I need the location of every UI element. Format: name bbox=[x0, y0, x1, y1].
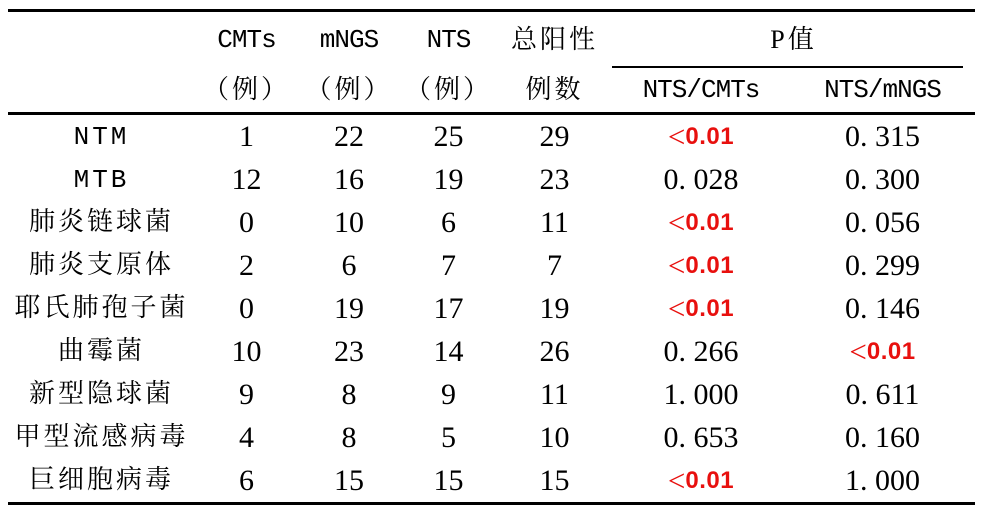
nts-count-cell: 25 bbox=[433, 119, 464, 153]
pvalue-nts-cmts-cell bbox=[612, 330, 790, 373]
total-positive-cell: 15 bbox=[539, 463, 570, 497]
cmts-count-cell: 12 bbox=[231, 162, 262, 196]
cmts-count-cell: 0 bbox=[239, 205, 254, 239]
nts-count-cell: 14 bbox=[433, 334, 464, 368]
pvalue-nts-mngs-cell bbox=[790, 416, 975, 459]
header-cmts bbox=[195, 12, 298, 112]
nts-count-cell: 7 bbox=[441, 248, 456, 282]
header-cmts-unit: （例） bbox=[202, 75, 290, 104]
pvalue-nts-mngs-cell bbox=[790, 287, 975, 330]
mngs-count-cell: 19 bbox=[334, 291, 364, 325]
nts-count-cell: 5 bbox=[441, 420, 456, 454]
header-p-value-label: P值 bbox=[770, 25, 817, 54]
total-positive-cell: 7 bbox=[547, 248, 562, 282]
less-than-sign: < bbox=[667, 463, 686, 498]
p-value-text: 0. 611 bbox=[845, 377, 920, 411]
header-mngs bbox=[298, 12, 400, 112]
table-row bbox=[8, 373, 975, 416]
p-value-text: 0. 146 bbox=[845, 291, 920, 325]
pvalue-nts-cmts-cell bbox=[612, 244, 790, 287]
total-positive-cell: 19 bbox=[539, 291, 570, 325]
header-total-line2: 例数 bbox=[525, 75, 584, 104]
pvalue-nts-cmts-cell bbox=[612, 115, 790, 158]
p-value-text: 0.01 bbox=[685, 294, 735, 322]
table-row bbox=[8, 287, 975, 330]
pathogen-name-cell: 耶氏肺孢子菌 bbox=[14, 293, 189, 324]
p-value-text: 0.01 bbox=[866, 337, 916, 365]
table-row bbox=[8, 115, 975, 158]
header-mngs-label: mNGS bbox=[319, 25, 379, 55]
header-empty-corner bbox=[8, 12, 195, 112]
pathogen-name-cell: 肺炎支原体 bbox=[28, 250, 174, 281]
cmts-count-cell: 1 bbox=[239, 119, 254, 153]
nts-count-cell: 6 bbox=[441, 205, 456, 239]
pvalue-nts-cmts-cell bbox=[612, 373, 790, 416]
cmts-count-cell: 0 bbox=[239, 291, 254, 325]
pathogen-name-cell: MTB bbox=[73, 164, 130, 195]
less-than-sign: < bbox=[667, 248, 686, 283]
header-nts-label: NTS bbox=[426, 25, 471, 55]
mngs-count-cell: 22 bbox=[334, 119, 364, 153]
pathogen-detection-table bbox=[8, 9, 975, 505]
p-value-text: 0. 160 bbox=[845, 420, 920, 454]
header-p-value-group bbox=[612, 12, 975, 68]
pathogen-name-cell: 肺炎链球菌 bbox=[28, 207, 174, 238]
total-positive-cell: 26 bbox=[539, 334, 570, 368]
pvalue-nts-mngs-cell bbox=[790, 158, 975, 201]
header-p-nts-mngs: NTS/mNGS bbox=[824, 75, 941, 105]
cmts-count-cell: 4 bbox=[239, 420, 254, 454]
p-value-text: 1. 000 bbox=[845, 463, 920, 497]
pathogen-name-cell: 新型隐球菌 bbox=[28, 379, 174, 410]
mngs-count-cell: 10 bbox=[334, 205, 364, 239]
p-value-text: 0. 056 bbox=[845, 205, 920, 239]
mngs-count-cell: 23 bbox=[334, 334, 364, 368]
pvalue-nts-cmts-cell bbox=[612, 201, 790, 244]
pvalue-nts-cmts-cell bbox=[612, 158, 790, 201]
total-positive-cell: 11 bbox=[540, 377, 569, 411]
total-positive-cell: 11 bbox=[540, 205, 569, 239]
pvalue-nts-mngs-cell bbox=[790, 244, 975, 287]
pvalue-nts-mngs-cell bbox=[790, 115, 975, 158]
less-than-sign: < bbox=[667, 291, 686, 326]
p-value-group-underline bbox=[612, 66, 963, 68]
header-nts-unit: （例） bbox=[404, 75, 492, 104]
pathogen-name-cell: 甲型流感病毒 bbox=[14, 422, 189, 453]
table-row bbox=[8, 201, 975, 244]
pvalue-nts-cmts-cell bbox=[612, 416, 790, 459]
table-row bbox=[8, 158, 975, 201]
header-nts bbox=[400, 12, 497, 112]
p-value-text: 0. 315 bbox=[845, 119, 920, 153]
cmts-count-cell: 6 bbox=[239, 463, 254, 497]
pvalue-nts-mngs-cell bbox=[790, 201, 975, 244]
p-value-text: 0. 653 bbox=[663, 420, 739, 454]
pathogen-name-cell: 巨细胞病毒 bbox=[28, 465, 174, 496]
pathogen-name-cell: 曲霉菌 bbox=[57, 336, 145, 367]
pvalue-nts-cmts-cell bbox=[612, 287, 790, 330]
header-total-line1: 总阳性 bbox=[510, 25, 598, 54]
cmts-count-cell: 10 bbox=[231, 334, 262, 368]
nts-count-cell: 19 bbox=[433, 162, 464, 196]
p-value-text: 0.01 bbox=[685, 466, 735, 494]
mngs-count-cell: 8 bbox=[341, 420, 357, 454]
total-positive-cell: 23 bbox=[539, 162, 570, 196]
p-value-text: 0. 300 bbox=[845, 162, 920, 196]
less-than-sign: < bbox=[849, 334, 867, 369]
p-value-text: 0.01 bbox=[685, 122, 735, 150]
less-than-sign: < bbox=[667, 205, 686, 240]
table-row bbox=[8, 330, 975, 373]
mngs-count-cell: 15 bbox=[334, 463, 364, 497]
total-positive-cell: 29 bbox=[539, 119, 570, 153]
p-value-text: 0.01 bbox=[685, 251, 735, 279]
nts-count-cell: 9 bbox=[441, 377, 456, 411]
pvalue-nts-cmts-cell bbox=[612, 459, 790, 502]
p-value-text: 0. 299 bbox=[845, 248, 920, 282]
p-value-text: 1. 000 bbox=[663, 377, 739, 411]
nts-count-cell: 15 bbox=[433, 463, 464, 497]
table-row bbox=[8, 459, 975, 502]
mngs-count-cell: 16 bbox=[334, 162, 364, 196]
total-positive-cell: 10 bbox=[539, 420, 570, 454]
mngs-count-cell: 6 bbox=[341, 248, 357, 282]
header-cmts-label: CMTs bbox=[217, 25, 276, 55]
pvalue-nts-mngs-cell bbox=[790, 373, 975, 416]
p-value-text: 0. 028 bbox=[663, 162, 739, 196]
cmts-count-cell: 9 bbox=[239, 377, 254, 411]
less-than-sign: < bbox=[667, 119, 686, 154]
table-row bbox=[8, 244, 975, 287]
header-total-positive bbox=[497, 12, 612, 112]
mngs-count-cell: 8 bbox=[341, 377, 357, 411]
header-p-nts-cmts: NTS/CMTs bbox=[642, 75, 760, 105]
pathogen-name-cell: NTM bbox=[73, 121, 130, 152]
p-value-text: 0. 266 bbox=[663, 334, 739, 368]
table-header bbox=[8, 9, 975, 115]
nts-count-cell: 17 bbox=[433, 291, 464, 325]
pvalue-nts-mngs-cell bbox=[790, 330, 975, 373]
header-mngs-unit: （例） bbox=[305, 75, 393, 104]
table-row bbox=[8, 416, 975, 459]
cmts-count-cell: 2 bbox=[239, 248, 254, 282]
table-body bbox=[8, 115, 975, 505]
pvalue-nts-mngs-cell bbox=[790, 459, 975, 502]
p-value-text: 0.01 bbox=[685, 208, 735, 236]
